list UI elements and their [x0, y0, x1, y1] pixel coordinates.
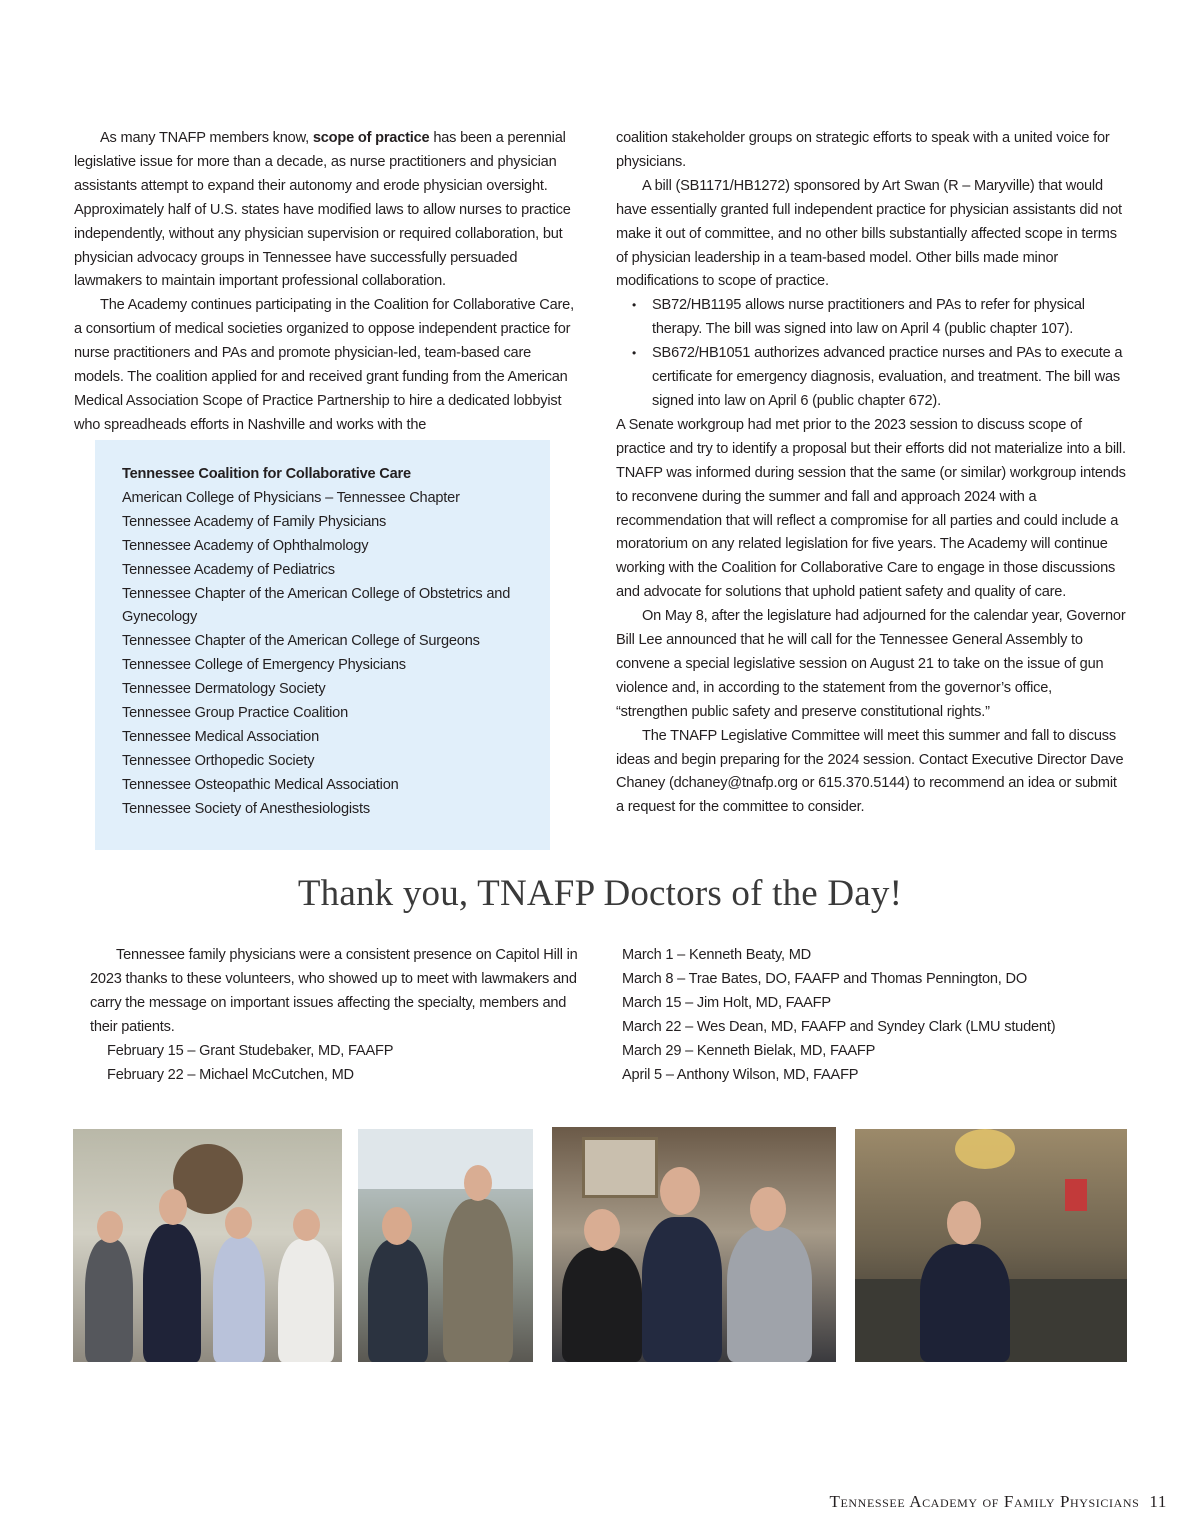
- doctor-of-day-entry: February 22 – Michael McCutchen, MD: [107, 1066, 354, 1083]
- page-number: 11: [1149, 1492, 1167, 1511]
- photo-three-people-office: [552, 1127, 836, 1362]
- committee-paragraph: The TNAFP Legislative Committee will meet this summer and fall to discuss ideas and begin preparing for the 2024 session. Contact Executive Director Dave Chaney (dchaney@tnafp.org or 615.370.5144) to recommend an idea or submit a request for the committee to consider.: [616, 727, 1124, 816]
- coalition-member: Tennessee Osteopathic Medical Association: [122, 776, 399, 793]
- scope-of-practice-emphasis: scope of practice: [312, 130, 430, 146]
- coalition-member: Tennessee Dermatology Society: [122, 681, 326, 698]
- doctor-of-day-entry: March 8 – Trae Bates, DO, FAAFP and Thomas Pennington, DO: [622, 970, 1027, 987]
- scope-intro-paragraph: [74, 127, 584, 294]
- doctor-of-day-entry: March 22 – Wes Dean, MD, FAAFP and Syndey Clark (LMU student): [622, 1018, 1056, 1035]
- doctor-of-day-entry: March 15 – Jim Holt, MD, FAAFP: [622, 994, 831, 1011]
- doctors-list-february: [90, 1040, 590, 1088]
- coalition-box-title: Tennessee Coalition for Collaborative Care: [122, 466, 411, 482]
- group-photo-four-physicians: [73, 1129, 342, 1362]
- doctors-intro-column: [90, 944, 590, 1087]
- doctors-intro-paragraph: Tennessee family physicians were a consistent presence on Capitol Hill in 2023 thanks to these volunteers, who showed up to meet with lawmakers and carry the message on important issues affecting the specialty, members and their patients.: [90, 947, 578, 1035]
- doctor-of-day-entry: February 15 – Grant Studebaker, MD, FAAFP: [107, 1042, 394, 1059]
- coalition-member: Tennessee College of Emergency Physicians: [122, 657, 406, 674]
- left-article-column: [74, 127, 584, 438]
- publication-name: Tennessee Academy of Family Physicians: [829, 1492, 1140, 1511]
- doctor-of-day-entry: March 29 – Kenneth Bielak, MD, FAAFP: [622, 1042, 876, 1059]
- doctor-of-day-entry: March 1 – Kenneth Beaty, MD: [622, 947, 812, 963]
- bill-bullet-item: • SB672/HB1051 authorizes advanced practice nurses and PAs to execute a certificate for emergency diagnosis, evaluation, and treatment. The bill was signed into law on April 6 (public chapter 672).: [652, 342, 1126, 414]
- coalition-member: Tennessee Academy of Ophthalmology: [122, 537, 369, 554]
- coalition-member: Tennessee Society of Anesthesiologists: [122, 800, 370, 817]
- doctors-of-the-day-heading: Thank you, TNAFP Doctors of the Day!: [297, 873, 903, 914]
- coalition-paragraph: The Academy continues participating in the Coalition for Collaborative Care, a consortium of medical societies organized to oppose independent practice for nurse practitioners and PAs and promote physician-led, team-based care models. The coalition applied for and received grant funding from the American Medical Association Scope of Practice Partnership to hire a dedicated lobbyist who spreadheads efforts in Nashville and works with the: [74, 297, 574, 433]
- senate-workgroup-paragraph: A Senate workgroup had met prior to the 2023 session to discuss scope of practice and try to identify a proposal but their efforts did not materialize into a bill. TNAFP was informed during session that the same (or similar) workgroup intends to reconvene during the summer and fall and approach 2024 with a recommendation that will reflect a compromise for all parties and could include a moratorium on any related legislation for five years. The Academy will continue working with the Coalition for Collaborative Care to engage in those discussions and advocate for solutions that uphold patient safety and quality of care.: [616, 416, 1126, 601]
- continuation-paragraph: coalition stakeholder groups on strategic efforts to speak with a united voice for physicians.: [616, 130, 1110, 170]
- coalition-member: Tennessee Group Practice Coalition: [122, 705, 349, 722]
- right-article-column: [616, 127, 1126, 820]
- doctors-list-march-april: [622, 944, 1122, 1087]
- coalition-member: Tennessee Orthopedic Society: [122, 752, 315, 769]
- paragraph-text: has been a perennial legislative issue for more than a decade, as nurse practitioners and physician assistants attempt to expand their autonomy and erode physician oversight. Approximately half of U.S. states have modified laws to allow nurses to practice independently, without any physician supervision or required collaboration, but physician advocacy groups in Tennessee have successfully persuaded lawmakers to maintain important professional collaboration.: [74, 130, 571, 290]
- doctor-of-day-entry: April 5 – Anthony Wilson, MD, FAAFP: [622, 1066, 859, 1083]
- bill-bullet-list: [616, 294, 1126, 414]
- paragraph-text: As many TNAFP members know,: [100, 130, 313, 146]
- coalition-member: Tennessee Medical Association: [122, 728, 320, 745]
- coalition-member: Tennessee Academy of Pediatrics: [122, 561, 335, 578]
- coalition-member: Tennessee Chapter of the American College of Surgeons: [122, 633, 480, 650]
- coalition-member: American College of Physicians – Tennessee Chapter: [122, 489, 460, 506]
- coalition-sidebar-box: [95, 440, 550, 850]
- bill-paragraph: A bill (SB1171/HB1272) sponsored by Art Swan (R – Maryville) that would have essentially granted full independent practice for physician assistants did not make it out of committee, and no other bills substantially affected scope in terms of physician leadership in a team-based model. Other bills made minor modifications to scope of practice.: [616, 177, 1122, 290]
- page-footer: [830, 1492, 1168, 1512]
- doctors-list-column: [622, 944, 1122, 1087]
- coalition-member: Tennessee Chapter of the American College of Obstetrics and Gynecology: [122, 585, 511, 626]
- bill-bullet-item: • SB72/HB1195 allows nurse practitioners and PAs to refer for physical therapy. The bill was signed into law on April 4 (public chapter 107).: [652, 294, 1126, 342]
- special-session-paragraph: On May 8, after the legislature had adjourned for the calendar year, Governor Bill Lee announced that he will call for the Tennessee General Assembly to convene a special legislative session on August 21 to take on the issue of gun violence and, in according to the statement from the governor’s office, “strengthen public safety and preserve constitutional rights.”: [616, 608, 1126, 720]
- photo-physician-in-chamber: [855, 1129, 1127, 1362]
- coalition-member-list: [122, 487, 542, 822]
- coalition-member: Tennessee Academy of Family Physicians: [122, 513, 387, 530]
- photo-two-people-seated: [358, 1129, 533, 1362]
